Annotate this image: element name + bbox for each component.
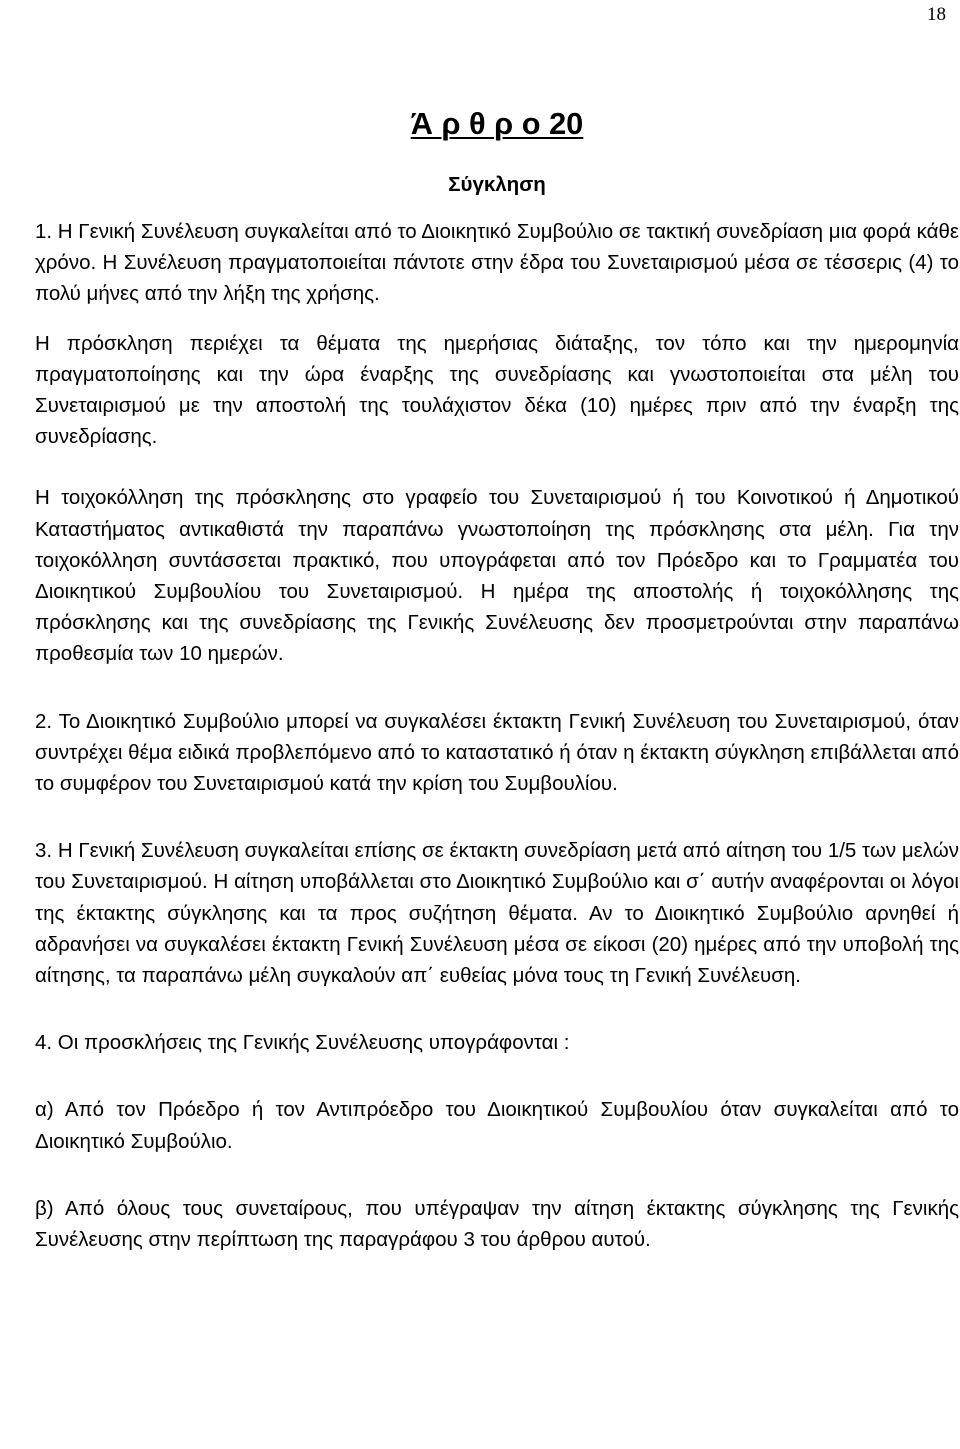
article-title: Ά ρ θ ρ ο 20 [410,106,584,141]
paragraph-4b: β) Από όλους τους συνεταίρους, που υπέγραψαν την αίτηση έκτακτης σύγκλησης της Γενικής Συνέλευσης στην περίπτωση της παραγράφου 3 του άρθρου αυτού. [35,1196,959,1252]
article-subtitle: Σύγκληση [448,173,546,196]
paragraph-4: 4. Οι προσκλήσεις της Γενικής Συνέλευσης υπογράφονται : [35,1031,570,1055]
paragraph-1: 1. Η Γενική Συνέλευση συγκαλείται από το Διοικητικό Συμβούλιο σε τακτική συνεδρίαση μια φορά κάθε χρόνο. Η Συνέλευση πραγματοποιείται πάντοτε στην έδρα του Συνεταιρισμού μέσα σε τέσσερις (4) το πολύ μήνες από την λήξη της χρήσης. [35,220,959,306]
paragraph-2: 2. Το Διοικητικό Συμβούλιο μπορεί να συγκαλέσει έκτακτη Γενική Συνέλευση του Συνεταιρισμού, όταν συντρέχει θέμα ειδικά προβλεπόμενο από το καταστατικό ή όταν η έκτακτη σύγκληση επιβάλλεται από το συμφέρον του Συνεταιρισμού κατά την κρίση του Συμβουλίου. [35,709,959,796]
paragraph-posting: Η τοιχοκόλληση της πρόσκλησης στο γραφείο του Συνεταιρισμού ή του Κοινοτικού ή Δημοτικού Καταστήματος αντικαθιστά την παραπάνω γνωστοποίηση της πρόσκλησης στα μέλη. Για την τοιχοκόλληση συντάσσεται πρακτικό, που υπογράφεται από τον Πρόεδρο και το Γραμματέα του Διοικητικού Συμβουλίου του Συνεταιρισμού. Η ημέρα της αποστολής ή τοιχοκόλλησης της πρόσκλησης και της συνεδρίασης της Γενικής Συνέλευσης δεν προσμετρούνται στην παραπάνω προθεσμία των 10 ημερών. [35,486,959,666]
paragraph-invitation-contents: Η πρόσκληση περιέχει τα θέματα της ημερήσιας διάταξης, τον τόπο και την ημερομηνία πραγματοποίησης και την ώρα έναρξης της συνεδρίασης και γνωστοποιείται στα μέλη του Συνεταιρισμού με την αποστολή της τουλάχιστον δέκα (10) ημέρες πριν από την έναρξη της συνεδρίασης. [35,331,959,449]
paragraph-3: 3. Η Γενική Συνέλευση συγκαλείται επίσης σε έκτακτη συνεδρίαση μετά από αίτηση του 1/5 των μελών του Συνεταιρισμού. Η αίτηση υποβάλλεται στο Διοικητικό Συμβούλιο και σ΄ αυτήν αναφέρονται οι λόγοι της έκτακτης σύγκλησης και τα προς συζήτηση θέματα. Αν το Διοικητικό Συμβούλιο αρνηθεί ή αδρανήσει να συγκαλέσει έκτακτη Γενική Συνέλευση μέσα σε είκοσι (20) ημέρες από την υποβολή της αίτησης, τα παραπάνω μέλη συγκαλούν απ΄ ευθείας μόνα τους τη Γενική Συνέλευση. [35,839,959,988]
page-number: 18 [927,4,946,25]
paragraph-4a: α) Από τον Πρόεδρο ή τον Αντιπρόεδρο του Διοικητικού Συμβουλίου όταν συγκαλείται από το Διοικητικό Συμβούλιο. [35,1098,959,1153]
document-body [35,108,959,1255]
